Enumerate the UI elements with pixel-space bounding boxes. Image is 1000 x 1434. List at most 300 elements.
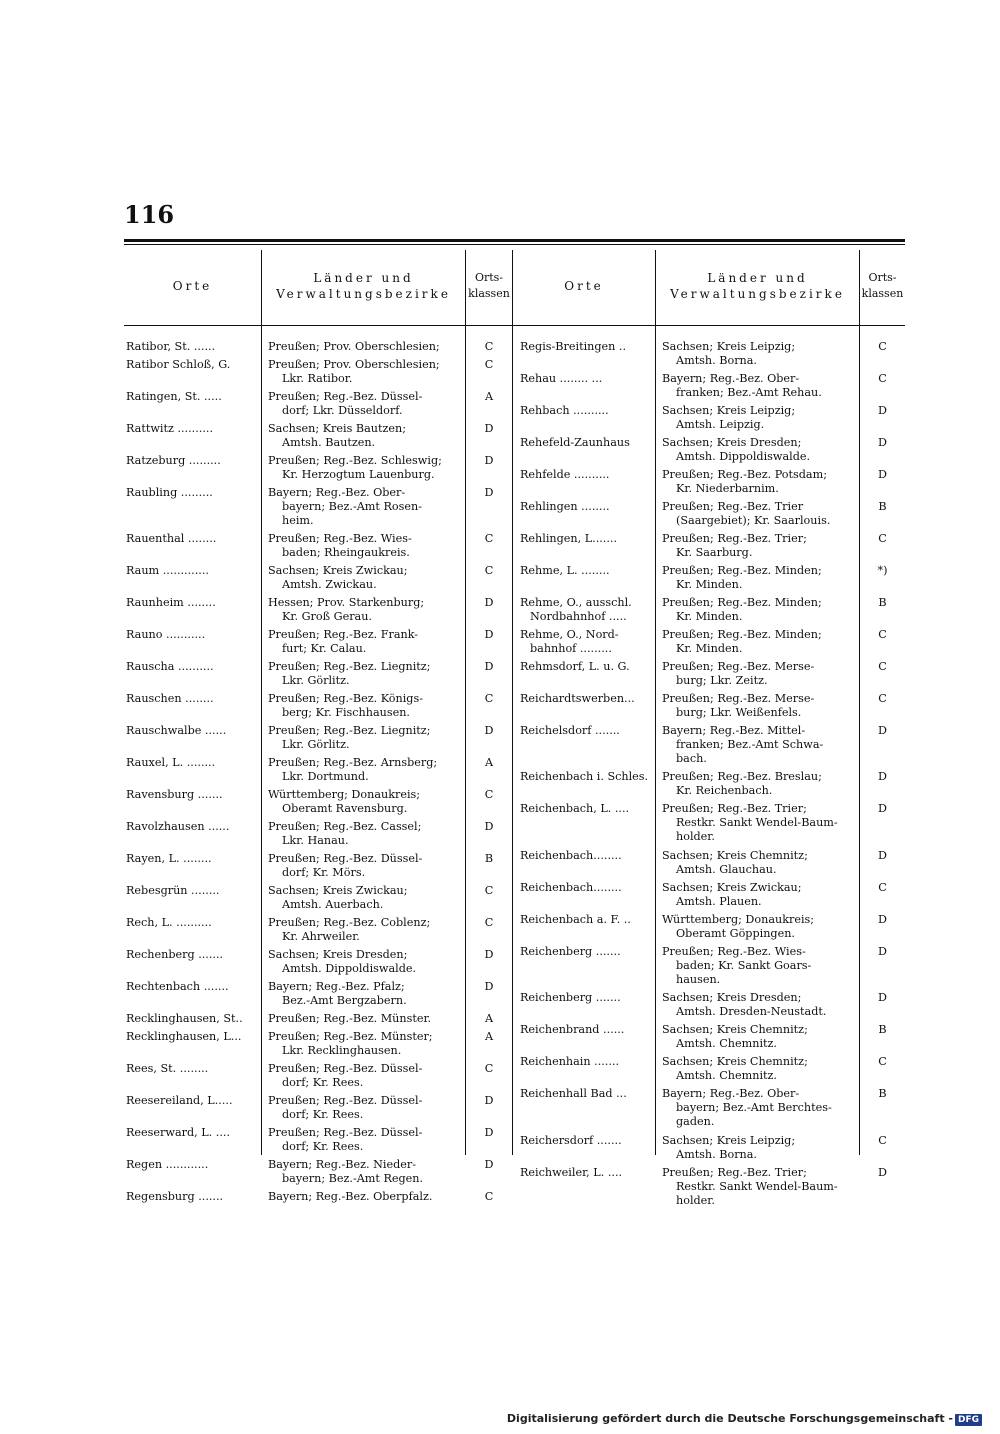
place-name-line: Rechtenbach .......: [126, 980, 229, 993]
place-name-line: Rehbach ..........: [520, 404, 609, 417]
place-name-line: Rauscha ..........: [126, 660, 214, 673]
district-line: Amtsh. Plauen.: [676, 894, 762, 908]
district-line: Preußen; Reg.-Bez. Minden;: [662, 628, 822, 641]
administrative-district: [662, 372, 856, 400]
place-name: [126, 820, 259, 834]
town-class: B: [484, 852, 494, 865]
administrative-district: [268, 788, 462, 816]
place-name-line: Rech, L. ..........: [126, 916, 212, 929]
place-name-line: Rauschen ........: [126, 692, 214, 705]
district-line: Bayern; Reg.-Bez. Ober-: [662, 372, 800, 385]
place-name-line: Raum .............: [126, 564, 209, 577]
administrative-district: [662, 1023, 856, 1051]
place-name-line: Reichenhall Bad ...: [520, 1087, 627, 1101]
district-line: Preußen; Reg.-Bez. Trier: [662, 500, 804, 513]
district-line: Preußen; Reg.-Bez. Liegnitz;: [268, 724, 431, 737]
administrative-district: [268, 756, 462, 784]
town-class: D: [878, 724, 887, 737]
town-class: B: [878, 1023, 887, 1037]
district-line: baden; Kr. Sankt Goars-: [676, 958, 812, 972]
town-class: B: [878, 596, 887, 609]
place-name: [520, 1023, 653, 1037]
top-rule: [124, 239, 905, 242]
header-orte-left: Orte: [172, 279, 213, 293]
town-class: D: [484, 1157, 494, 1171]
place-name: [126, 358, 259, 372]
place-name: [126, 948, 259, 962]
place-name: [126, 1158, 259, 1172]
footer-credit: [507, 1412, 982, 1426]
district-line: Oberamt Ravensburg.: [282, 802, 408, 815]
place-name: [520, 881, 653, 895]
district-line: Preußen; Reg.-Bez. Minden;: [662, 596, 822, 609]
header-klassen-right: [860, 270, 905, 302]
place-name-line: Reichenbach i. Schles.: [520, 770, 649, 784]
district-line: Amtsh. Dippoldiswalde.: [282, 962, 417, 975]
place-name-line: Reesereiland, L.....: [126, 1093, 233, 1107]
place-name-line: Rehlingen, L.......: [520, 532, 618, 545]
town-class: D: [484, 1093, 494, 1107]
district-line: Württemberg; Donaukreis;: [268, 788, 421, 801]
header-klassen-left: [466, 270, 512, 302]
top-rule-thin: [124, 244, 905, 245]
district-line: Kr. Niederbarnim.: [676, 482, 779, 495]
district-line: bayern; Bez.-Amt Rosen-: [282, 499, 422, 513]
administrative-district: [268, 1030, 462, 1058]
place-name: [126, 454, 259, 468]
header-klassen-line2: klassen: [468, 287, 510, 300]
place-name-line: Rehlingen ........: [520, 500, 610, 513]
place-name-line: Rauno ...........: [126, 628, 206, 641]
place-name: [126, 692, 259, 706]
place-name-line: Reeserward, L. ....: [126, 1125, 231, 1139]
town-class: C: [484, 884, 494, 897]
district-line: franken; Bez.-Amt Rehau.: [676, 386, 822, 399]
district-line: Preußen; Prov. Oberschlesien;: [268, 340, 440, 353]
place-name-line: Ratibor Schloß, G.: [126, 357, 231, 371]
administrative-district: [268, 1062, 462, 1090]
place-name-line: Raunheim ........: [126, 596, 216, 609]
place-name-line: Regis-Breitingen ..: [520, 340, 627, 353]
district-line: Sachsen; Kreis Zwickau;: [662, 880, 802, 894]
town-class: A: [484, 1029, 494, 1043]
district-line: Sachsen; Kreis Dresden;: [268, 948, 408, 961]
district-line: Amtsh. Auerbach.: [282, 898, 384, 911]
district-line: Preußen; Reg.-Bez. Düssel-: [268, 852, 423, 865]
place-name-line: Reichelsdorf .......: [520, 724, 620, 737]
district-line: Preußen; Reg.-Bez. Wies-: [268, 532, 412, 545]
footer-text: Digitalisierung gefördert durch die Deutsche Forschungsgemeinschaft -: [506, 1412, 953, 1425]
place-name-line: Reichenbach........: [520, 848, 622, 862]
place-name: [520, 564, 653, 578]
place-name: [126, 628, 259, 642]
town-class: D: [484, 724, 494, 737]
district-line: Kr. Minden.: [676, 578, 743, 591]
place-name-line: Rauenthal ........: [126, 532, 217, 545]
administrative-district: [662, 770, 856, 798]
place-name: [520, 340, 653, 354]
district-line: Kr. Herzogtum Lauenburg.: [282, 467, 435, 481]
town-class: D: [878, 991, 887, 1005]
administrative-district: [662, 660, 856, 688]
town-class: D: [484, 596, 494, 609]
town-class: D: [484, 453, 494, 467]
administrative-district: [268, 390, 462, 418]
district-line: Amtsh. Borna.: [676, 354, 757, 367]
administrative-district: [268, 884, 462, 912]
administrative-district: [662, 802, 856, 844]
town-class: C: [878, 880, 887, 894]
place-name-line: Rattwitz ..........: [126, 421, 214, 435]
district-line: Preußen; Reg.-Bez. Düssel-: [268, 389, 423, 403]
district-line: Bayern; Reg.-Bez. Nieder-: [268, 1157, 416, 1171]
place-name: [520, 802, 653, 816]
town-class: D: [484, 485, 494, 499]
place-name: [126, 1126, 259, 1140]
town-class: A: [484, 756, 494, 769]
town-class: C: [878, 660, 887, 673]
district-line: Lkr. Görlitz.: [282, 674, 350, 687]
district-line: Sachsen; Kreis Leipzig;: [662, 404, 796, 417]
place-name-line: Ravensburg .......: [126, 788, 223, 801]
district-line: Bayern; Reg.-Bez. Mittel-: [662, 724, 806, 737]
place-name: [126, 390, 259, 404]
district-line: Preußen; Reg.-Bez. Düssel-: [268, 1061, 423, 1075]
district-line: furt; Kr. Calau.: [282, 642, 367, 655]
district-line: Preußen; Reg.-Bez. Trier;: [662, 1165, 807, 1179]
district-line: baden; Rheingaukreis.: [282, 546, 410, 559]
administrative-district: [662, 945, 856, 987]
header-rule: [124, 325, 905, 326]
header-laender-right: [656, 270, 859, 302]
district-line: Sachsen; Kreis Chemnitz;: [662, 848, 808, 862]
administrative-district: [268, 692, 462, 720]
town-class: *): [877, 564, 888, 577]
place-name-line: Nordbahnhof .....: [530, 610, 627, 623]
header-laender-left: [262, 270, 465, 302]
town-class: D: [484, 628, 494, 641]
district-line: Sachsen; Kreis Leipzig;: [662, 340, 796, 353]
place-name: [520, 991, 653, 1005]
district-line: Preußen; Reg.-Bez. Arnsberg;: [268, 756, 438, 769]
district-line: Preußen; Reg.-Bez. Merse-: [662, 660, 815, 673]
place-name-line: Reichenhain .......: [520, 1055, 620, 1069]
place-name-line: Rehau ........ ...: [520, 372, 603, 385]
administrative-district: [662, 596, 856, 624]
district-line: Kr. Reichenbach.: [676, 784, 773, 798]
district-line: gaden.: [676, 1115, 715, 1129]
administrative-district: [662, 724, 856, 766]
place-name-line: Recklinghausen, St..: [126, 1012, 243, 1025]
town-class: C: [484, 916, 494, 929]
district-line: berg; Kr. Fischhausen.: [282, 706, 410, 719]
place-name: [126, 596, 259, 610]
place-name-line: Rehme, O., ausschl.: [520, 596, 632, 609]
district-line: dorf; Kr. Rees.: [282, 1075, 364, 1089]
place-name: [520, 1055, 653, 1069]
district-line: Preußen; Reg.-Bez. Trier;: [662, 532, 807, 545]
district-line: Sachsen; Kreis Dresden;: [662, 436, 802, 449]
place-name: [126, 980, 259, 994]
place-name-line: Rebesgrün ........: [126, 884, 220, 897]
place-name: [126, 852, 259, 866]
town-class: D: [878, 1165, 887, 1179]
place-name-line: Rauschwalbe ......: [126, 724, 227, 737]
administrative-district: [662, 564, 856, 592]
place-name-line: Rees, St. ........: [126, 1061, 209, 1075]
administrative-district: [268, 486, 462, 528]
district-line: Sachsen; Kreis Leipzig;: [662, 1133, 796, 1147]
town-class: C: [484, 1189, 494, 1203]
district-line: bayern; Bez.-Amt Regen.: [282, 1171, 424, 1185]
district-line: Preußen; Reg.-Bez. Düssel-: [268, 1093, 423, 1107]
town-class: C: [878, 372, 887, 385]
district-line: Amtsh. Dippoldiswalde.: [676, 450, 811, 463]
place-name: [126, 756, 259, 770]
district-line: dorf; Kr. Rees.: [282, 1139, 364, 1153]
district-line: Bayern; Reg.-Bez. Ober-: [662, 1087, 800, 1101]
town-class: D: [878, 912, 887, 926]
place-name: [520, 500, 653, 514]
place-name-line: Rehme, O., Nord-: [520, 628, 619, 641]
town-class: C: [878, 340, 887, 353]
place-name: [520, 628, 653, 656]
place-name: [520, 1166, 653, 1180]
place-name: [520, 532, 653, 546]
town-class: D: [484, 1125, 494, 1139]
administrative-district: [662, 849, 856, 877]
place-name: [126, 916, 259, 930]
town-class: C: [878, 532, 887, 545]
district-line: Preußen; Reg.-Bez. Merse-: [662, 692, 815, 705]
place-name: [126, 564, 259, 578]
district-line: Kr. Groß Gerau.: [282, 610, 372, 623]
district-line: Bayern; Reg.-Bez. Ober-: [268, 485, 406, 499]
district-line: burg; Lkr. Zeitz.: [676, 674, 768, 687]
place-name: [126, 1190, 259, 1204]
place-name: [126, 422, 259, 436]
place-name: [520, 692, 653, 706]
town-class: D: [878, 468, 887, 481]
place-name-line: Regensburg .......: [126, 1189, 224, 1203]
district-line: Amtsh. Borna.: [676, 1147, 757, 1161]
header-laender-line2: Verwaltungsbezirke: [670, 287, 845, 301]
town-class: A: [484, 1012, 494, 1025]
town-class: B: [878, 1087, 887, 1101]
place-name-line: Ratibor, St. ......: [126, 340, 216, 353]
town-class: D: [878, 802, 887, 816]
place-name: [126, 884, 259, 898]
administrative-district: [268, 916, 462, 944]
place-name: [126, 532, 259, 546]
administrative-district: [268, 358, 462, 386]
district-line: Bayern; Reg.-Bez. Oberpfalz.: [268, 1189, 433, 1203]
header-laender-line2: Verwaltungsbezirke: [276, 287, 451, 301]
district-line: Preußen; Reg.-Bez. Düssel-: [268, 1125, 423, 1139]
town-class: C: [878, 692, 887, 705]
place-name-line: Recklinghausen, L...: [126, 1029, 242, 1043]
administrative-district: [662, 628, 856, 656]
administrative-district: [268, 852, 462, 880]
district-line: Amtsh. Leipzig.: [676, 418, 765, 431]
place-name: [520, 945, 653, 959]
place-name: [520, 849, 653, 863]
administrative-district: [268, 1158, 462, 1186]
place-name-line: Reichenberg .......: [520, 944, 621, 958]
administrative-district: [662, 1134, 856, 1162]
administrative-district: [268, 532, 462, 560]
district-line: Amtsh. Zwickau.: [282, 578, 377, 591]
district-line: dorf; Lkr. Düsseldorf.: [282, 403, 403, 417]
town-class: D: [484, 421, 494, 435]
column-divider: [261, 250, 262, 1155]
town-class: C: [484, 532, 494, 545]
administrative-district: [268, 340, 462, 354]
administrative-district: [662, 1166, 856, 1208]
place-name-line: Rehfelde ..........: [520, 468, 610, 481]
district-line: (Saargebiet); Kr. Saarlouis.: [676, 514, 831, 527]
district-line: Preußen; Reg.-Bez. Münster.: [268, 1012, 432, 1025]
administrative-district: [662, 436, 856, 464]
town-class: C: [878, 1133, 887, 1147]
place-name-line: Rehefeld-Zaunhaus: [520, 436, 630, 449]
administrative-district: [662, 913, 856, 941]
district-line: Sachsen; Kreis Dresden;: [662, 991, 802, 1005]
place-name: [520, 1087, 653, 1101]
district-line: Sachsen; Kreis Chemnitz;: [662, 1055, 808, 1069]
place-name: [520, 596, 653, 624]
district-line: Amtsh. Dresden-Neustadt.: [676, 1005, 827, 1019]
district-line: Preußen; Reg.-Bez. Liegnitz;: [268, 660, 431, 673]
district-line: Sachsen; Kreis Zwickau;: [268, 564, 408, 577]
district-line: Restkr. Sankt Wendel-Baum-: [676, 1179, 838, 1193]
place-name: [126, 1012, 259, 1026]
district-line: Bez.-Amt Bergzabern.: [282, 994, 407, 1007]
administrative-district: [662, 468, 856, 496]
district-line: Lkr. Hanau.: [282, 834, 349, 847]
administrative-district: [268, 724, 462, 752]
administrative-district: [268, 454, 462, 482]
district-line: Preußen; Reg.-Bez. Münster;: [268, 1029, 433, 1043]
header-klassen-line1: Orts-: [474, 271, 504, 284]
place-name: [126, 660, 259, 674]
town-class: D: [878, 404, 887, 417]
place-name: [520, 404, 653, 418]
district-line: Oberamt Göppingen.: [676, 926, 795, 940]
administrative-district: [268, 980, 462, 1008]
place-name-line: Reichenbach, L. ....: [520, 802, 630, 816]
administrative-district: [268, 948, 462, 976]
place-name-line: Ratingen, St. .....: [126, 389, 222, 403]
administrative-district: [662, 1055, 856, 1083]
district-line: Lkr. Görlitz.: [282, 738, 350, 751]
district-line: Bayern; Reg.-Bez. Pfalz;: [268, 980, 405, 993]
header-klassen-line2: klassen: [861, 287, 904, 300]
administrative-district: [268, 422, 462, 450]
place-name: [126, 1062, 259, 1076]
town-class: D: [484, 980, 494, 993]
administrative-district: [662, 881, 856, 909]
place-name: [520, 770, 653, 784]
district-line: dorf; Kr. Rees.: [282, 1107, 364, 1121]
town-class: C: [878, 1055, 887, 1069]
district-line: Kr. Saarburg.: [676, 546, 753, 559]
district-line: Preußen; Reg.-Bez. Coblenz;: [268, 916, 431, 929]
administrative-district: [662, 532, 856, 560]
place-name-line: Rayen, L. ........: [126, 852, 212, 865]
place-name: [126, 724, 259, 738]
place-name-line: Reichersdorf .......: [520, 1133, 622, 1147]
town-class: D: [484, 820, 494, 833]
district-line: Preußen; Reg.-Bez. Breslau;: [662, 770, 822, 784]
administrative-district: [268, 1190, 462, 1204]
district-line: Preußen; Reg.-Bez. Königs-: [268, 692, 423, 705]
district-line: Württemberg; Donaukreis;: [662, 912, 815, 926]
district-line: Preußen; Reg.-Bez. Potsdam;: [662, 468, 827, 481]
town-class: D: [484, 948, 494, 961]
district-line: Amtsh. Chemnitz.: [676, 1037, 777, 1051]
district-line: Preußen; Reg.-Bez. Schleswig;: [268, 453, 442, 467]
administrative-district: [268, 628, 462, 656]
district-line: holder.: [676, 830, 715, 844]
district-line: Preußen; Reg.-Bez. Cassel;: [268, 820, 422, 833]
district-line: Lkr. Ratibor.: [282, 371, 353, 385]
district-line: burg; Lkr. Weißenfels.: [676, 706, 802, 719]
administrative-district: [662, 692, 856, 720]
place-name-line: Rechenberg .......: [126, 948, 224, 961]
district-line: Preußen; Reg.-Bez. Frank-: [268, 628, 419, 641]
place-name: [126, 340, 259, 354]
column-divider: [512, 250, 513, 1155]
district-line: hausen.: [676, 972, 721, 986]
column-divider: [655, 250, 656, 1155]
town-class: C: [484, 340, 494, 353]
district-line: heim.: [282, 513, 314, 527]
place-name: [520, 372, 653, 386]
place-name: [126, 788, 259, 802]
place-name: [520, 724, 653, 738]
place-name-line: Reichenbrand ......: [520, 1023, 625, 1037]
page-number: 116: [124, 200, 175, 229]
district-line: Hessen; Prov. Starkenburg;: [268, 596, 425, 609]
district-line: Preußen; Reg.-Bez. Trier;: [662, 802, 807, 816]
district-line: Amtsh. Chemnitz.: [676, 1069, 777, 1083]
administrative-district: [662, 991, 856, 1019]
district-line: Amtsh. Glauchau.: [676, 862, 777, 876]
district-line: Preußen; Reg.-Bez. Wies-: [662, 944, 806, 958]
district-line: Lkr. Dortmund.: [282, 770, 369, 783]
place-name-line: Reichenbach........: [520, 880, 622, 894]
place-name: [126, 486, 259, 500]
district-line: Kr. Minden.: [676, 642, 743, 655]
district-line: Kr. Ahrweiler.: [282, 930, 360, 943]
district-line: holder.: [676, 1193, 715, 1207]
town-class: D: [878, 770, 887, 784]
administrative-district: [268, 820, 462, 848]
administrative-district: [662, 500, 856, 528]
place-name-line: Rehme, L. ........: [520, 564, 610, 577]
town-class: C: [484, 564, 494, 577]
district-line: Sachsen; Kreis Chemnitz;: [662, 1023, 808, 1037]
administrative-district: [662, 1087, 856, 1129]
district-line: Preußen; Reg.-Bez. Minden;: [662, 564, 822, 577]
place-name-line: Reichenbach a. F. ..: [520, 912, 631, 926]
dfg-logo: DFG: [955, 1414, 982, 1426]
place-name-line: bahnhof .........: [530, 642, 612, 655]
place-name: [520, 660, 653, 674]
district-line: dorf; Kr. Mörs.: [282, 866, 366, 879]
administrative-district: [268, 1126, 462, 1154]
